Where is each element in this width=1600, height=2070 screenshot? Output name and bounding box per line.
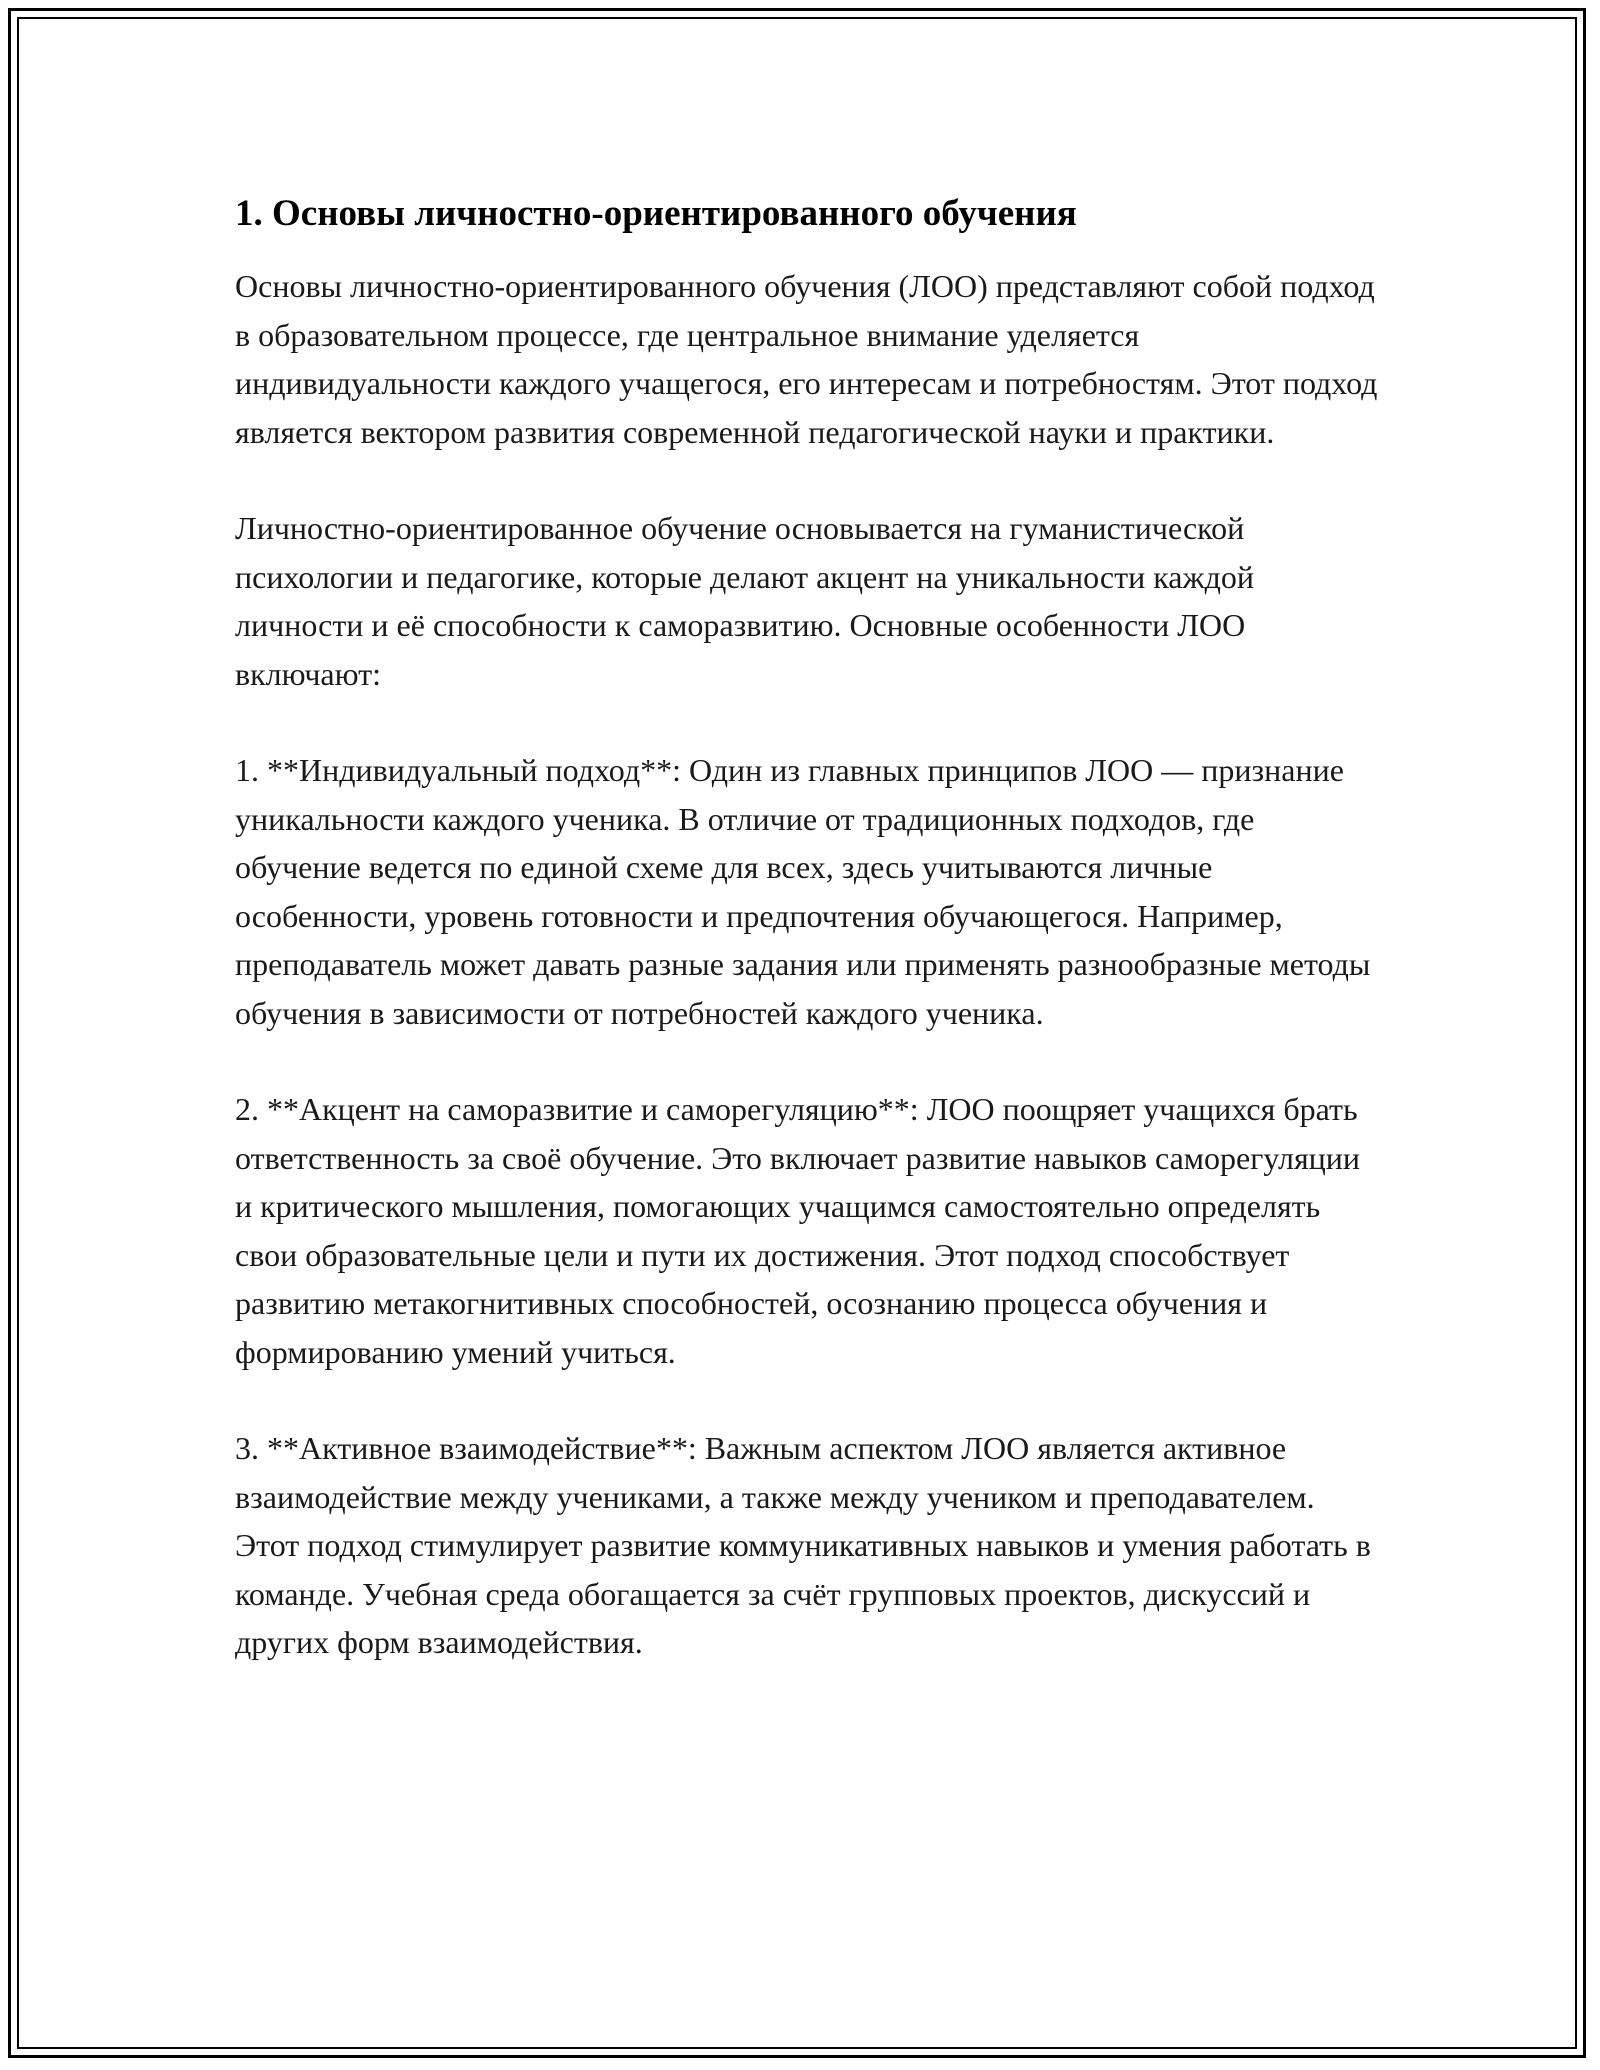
paragraph-individual-approach: 1. **Индивидуальный подход**: Один из главных принципов ЛОО — признание уникальности каждого ученика. В отличие от традиционных подходов, где обучение ведется по единой схеме для всех, здесь учитываются личные особенности, уровень готовности и предпочтения обучающегося. Например, преподаватель может давать разные задания или применять разнообразные методы обучения в зависимости от потребностей каждого ученика. xyxy=(235,752,1371,1031)
section-title: 1. Основы личностно-ориентированного обучения xyxy=(235,193,1077,234)
paragraph-self-development: 2. **Акцент на саморазвитие и саморегуляцию**: ЛОО поощряет учащихся брать ответственность за своё обучение. Это включает развитие навыков саморегуляции и критического мышления, помогающих учащимся самостоятельно определять свои образовательные цели и пути их достижения. Этот подход способствует развитию метакогнитивных способностей, осознанию процесса обучения и формированию умений учиться. xyxy=(235,1091,1361,1370)
paragraph-intro: Основы личностно-ориентированного обучения (ЛОО) представляют собой подход в образовательном процессе, где центральное внимание уделяется индивидуальности каждого учащегося, его интересам и потребностям. Этот подход является вектором развития современной педагогической науки и практики. xyxy=(235,268,1378,450)
document-body xyxy=(235,188,1385,1715)
paragraph-features: Личностно-ориентированное обучение основывается на гуманистической психологии и педагогике, которые делают акцент на уникальности каждой личности и её способности к саморазвитию. Основные особенности ЛОО включают: xyxy=(235,510,1254,692)
paragraph-active-interaction: 3. **Активное взаимодействие**: Важным аспектом ЛОО является активное взаимодействие между учениками, а также между учеником и преподавателем. Этот подход стимулирует развитие коммуникативных навыков и умения работать в команде. Учебная среда обогащается за счёт групповых проектов, дискуссий и других форм взаимодействия. xyxy=(235,1430,1371,1660)
